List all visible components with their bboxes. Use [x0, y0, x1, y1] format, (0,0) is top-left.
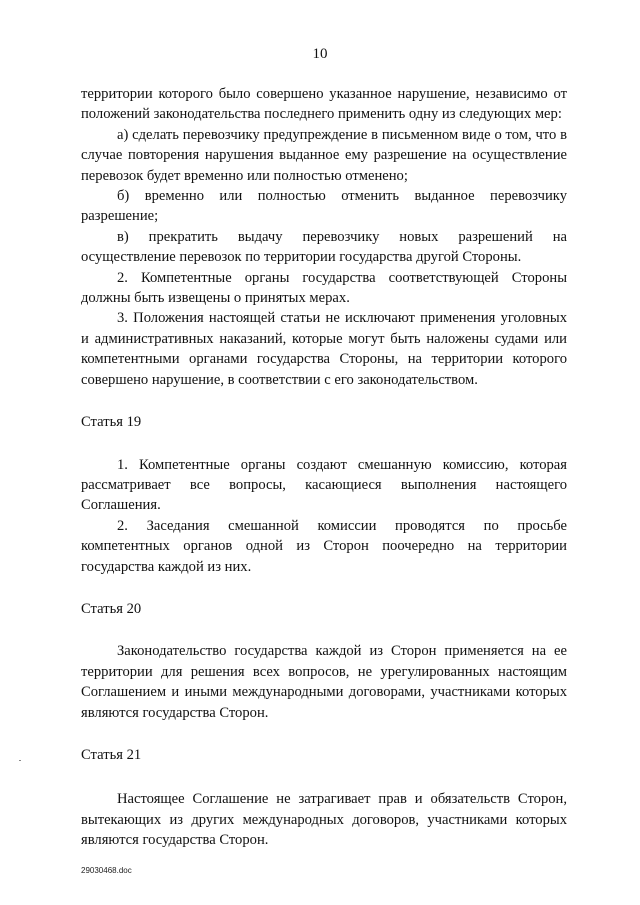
footer-filename: 29030468.doc — [81, 866, 132, 875]
paragraph-point-2: 2. Компетентные органы государства соответствующей Стороны должны быть извещены о принятых мерах. — [81, 269, 567, 307]
margin-mark — [19, 760, 21, 761]
article-20-heading: Статья 20 — [81, 600, 142, 617]
paragraph-point-3: 3. Положения настоящей статьи не исключают применения уголовных и административных наказаний, которые могут быть наложены судами или компетентными органами государства Стороны, на территории которого совершено нарушение, в соответствии с его законодательством. — [81, 310, 567, 388]
article-19-heading: Статья 19 — [81, 414, 142, 431]
article-20-paragraph-1: Законодательство государства каждой из Сторон применяется на ее территории для решения всех вопросов, не урегулированных настоящим Соглашением и иными международными договорами, участниками которых являются государства Сторон. — [81, 643, 567, 721]
paragraph-item-a: а) сделать перевозчику предупреждение в письменном виде о том, что в случае повторения нарушения выданное ему разрешение на осуществление перевозок будет временно или полностью отменено; — [81, 126, 567, 184]
paragraph-item-c: в) прекратить выдачу перевозчику новых разрешений на осуществление перевозок по территории государства другой Стороны. — [81, 228, 567, 266]
article-19-paragraph-2: 2. Заседания смешанной комиссии проводятся по просьбе компетентных органов одной из Сторон поочередно на территории государства каждой из них. — [81, 517, 567, 575]
paragraph-item-b: б) временно или полностью отменить выданное перевозчику разрешение; — [81, 188, 567, 225]
article-21-heading: Статья 21 — [81, 746, 142, 763]
article-21-paragraph-1: Настоящее Соглашение не затрагивает прав и обязательств Сторон, вытекающих из других международных договоров, участниками которых являются государства Сторон. — [81, 791, 567, 849]
paragraph-continuation: территории которого было совершено указанное нарушение, независимо от положений законодательства последнего применить одну из следующих мер: — [81, 86, 567, 123]
document-body — [81, 84, 567, 851]
article-19-paragraph-1: 1. Компетентные органы создают смешанную комиссию, которая рассматривает все вопросы, касающиеся выполнения настоящего Соглашения. — [81, 456, 567, 514]
page-number: 10 — [312, 46, 328, 62]
